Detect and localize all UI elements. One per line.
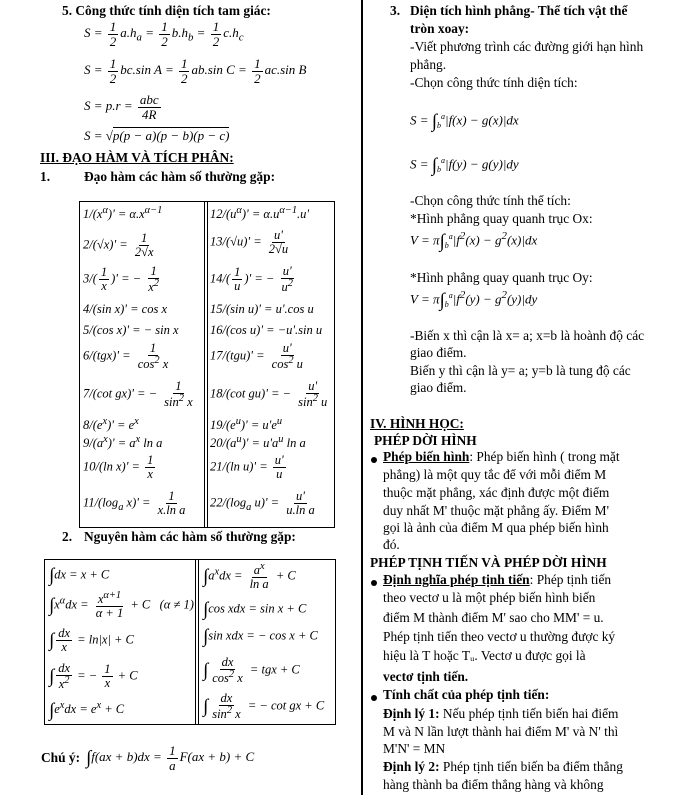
bullet-2-line-4: Phép tịnh tiến theo vectơ u thường được ký [383,629,616,644]
sub-2-heading: Nguyên hàm các hàm số thường gặp: [84,529,296,544]
area-formula-3: S = p.r = $\frac{\text{abc}}{4R}$ [84,92,159,122]
derivative-10: 10/(ln x)' = $\frac{1}{x}$ [83,453,154,482]
area-formula-2: S = $\frac{1}{2}$ bc.sin A = $\frac{1}{2}$ ab.sin C = $\frac{1}{2}$ ac.sin B [84,56,307,86]
derivative-12: $12/(u^\alpha)' = \alpha.u^{\alpha-1}.u'$ [210,205,310,222]
area-formula-1: S = $\frac{1}{2}$ $a.h_a$ = $\frac{1}{2}$ $b.h_b$ = $\frac{1}{2}$ $c.h_c$ [84,19,244,49]
derivative-7: 7/(cot gx)' = − $\frac{1}{\sin^2 x}$ [83,379,193,410]
theorem-2-line-2: hàng thành ba điểm thẳng hàng và không [383,777,604,792]
integral-6: $\int a^xdx$ = $\frac{a^x}{\text{ln a}}$ + C [203,561,296,592]
area-integral-x: $S = \int_b^a|f(x) - g(x)|dx$ [410,111,519,132]
derivative-9: $9/(a^x)' = a^x$ ln a [83,434,163,451]
section-4-heading: IV. HÌNH HỌC: [370,416,464,431]
bullet-3-label: Tính chất của phép tịnh tiến: [383,687,550,702]
integral-8: ∫sin xdx = − cos x + C [203,626,318,647]
paragraph-3: -Chọn công thức tính thể tích: [410,193,571,208]
paragraph-1: -Viết phương trình các đường giới hạn hình [410,39,644,54]
derivative-8: $8/(e^x)' = e^x$ [83,416,139,433]
note-label: Chú ý: [41,750,81,765]
derivative-15: 15/(sin u)' = u'.cos u [210,302,314,316]
bullet-1-line-1: Phép biến hình: Phép biến hình ( trong mặt [383,449,620,464]
sub-2-number: 2. [62,529,73,544]
derivative-17: 17/(tgu)' = $\frac{u'}{\cos^2 u}$ [210,341,303,372]
derivative-18: 18/(cot gu)' = − $\frac{u'}{\sin^2 u}$ [210,379,328,410]
derivative-13: 13/(√u)' = $\frac{u'}{2√u}$ [210,228,289,257]
derivative-5: 5/(cos x)' = − sin x [83,323,179,337]
integral-2: $\int x^\alpha dx$ = $\frac{x^{\alpha+1}}{\alpha + 1}$ + C (α ≠ 1) [49,590,194,621]
derivative-2: 2/(√x)' = $\frac{1}{2√x}$ [83,231,154,260]
volume-integral-x: $V = \pi\int_b^a|f^2(x) - g^2(x)|dx$ [410,230,538,252]
area-formula-4: S = √p(p − a)(p − b)(p − c) [84,128,230,143]
bullet-1-line-3: thuộc mặt phẳng, xác định được một điểm [383,485,610,500]
integral-4: ∫ $\frac{dx}{x^2}$ = − $\frac{1}{x}$ + C [49,661,138,692]
section-5-heading: 5. Công thức tính diện tích tam giác: [62,3,271,18]
note-formula: ∫f(ax + b)dx = $\frac{1}{a}$ F(ax + b) + C [86,743,255,773]
paragraph-1b: phẳng. [410,57,447,72]
bullet-1-line-5: gọi là ảnh của điểm M qua phép biến hình [383,520,609,535]
integral-9: ∫ $\frac{dx}{\cos^2 x}$ = tgx + C [203,655,300,686]
section-4-sub-2: PHÉP TỊNH TIẾN VÀ PHÉP DỜI HÌNH [370,555,607,570]
right-section-3-number: 3. [390,3,401,18]
bullet-3 [371,695,377,701]
integral-10: ∫ $\frac{dx}{\sin^2 x}$ = − cot gx + C [203,691,325,722]
derivative-19: $19/(e^u)' = u'e^u$ [210,416,283,433]
derivative-14: 14/( $\frac{1}{u}$ )' = − $\frac{u'}{u^2}$ [210,264,293,295]
derivative-21: 21/(ln u)' = $\frac{u'}{u}$ [210,453,284,482]
bullet-2-line-2: theo vectơ u là một phép biến hình biến [383,590,596,605]
theorem-1-line-2: M và N lần lượt thành hai điểm M' và N' thì [383,724,619,739]
bullet-2 [371,580,377,586]
paragraph-7b: giao điểm. [410,380,467,395]
column-divider [361,0,363,795]
bullet-2-line-6: vectơ tịnh tiến. [383,669,469,684]
integral-3: ∫ $\frac{dx}{x}$ = ln|x| + C [49,626,134,655]
derivative-20: $20/(a^u)' = u'a^u$ ln a [210,434,306,451]
derivative-22: $22/(\log_a$ u)' = $\frac{u'}{\text{u.ln a}}$ [210,489,315,518]
paragraph-7: Biến y thì cận là y= a; y=b là tung độ các [410,363,631,378]
derivative-11: $11/(\log_a$ x)' = $\frac{1}{\text{x.ln a}}$ [83,489,186,518]
area-integral-y: $S = \int_b^a|f(y) - g(y)|dy$ [410,155,519,176]
integral-1: ∫dx = x + C [49,565,110,586]
derivative-4: 4/(sin x)' = cos x [83,302,168,316]
bullet-1 [371,457,377,463]
sub-1-number: 1. [40,169,51,184]
integral-7: ∫cos xdx = sin x + C [203,599,307,620]
bullet-2-line-3: điểm M thành điểm M' sao cho MM' = u. [383,610,604,625]
right-section-3-title-1: Diện tích hình phẳng- Thể tích vật thể [410,3,628,18]
paragraph-4: *Hình phẳng quay quanh trục Ox: [410,211,593,226]
derivative-1: $1/(x^\alpha)' = \alpha.x^{\alpha-1}$ [83,205,163,222]
bullet-1-line-2: phẳng) là một quy tắc để với mỗi điểm M [383,467,607,482]
theorem-2-line-1: Định lý 2: Phép tịnh tiến biến ba điểm thẳng [383,759,623,774]
section-4-sub-1: PHÉP DỜI HÌNH [374,433,477,448]
derivative-16: 16/(cos u)' = −u'.sin u [210,323,323,337]
derivative-3: 3/( $\frac{1}{x}$ )' = − $\frac{1}{x^2}$ [83,264,159,295]
theorem-1-line-3: M'N' = MN [383,741,446,756]
derivative-6: 6/(tgx)' = $\frac{1}{\cos^2 x}$ [83,341,169,372]
paragraph-5: *Hình phẳng quay quanh trục Oy: [410,270,593,285]
paragraph-6: -Biến x thì cận là x= a; x=b là hoành độ các [410,328,645,343]
bullet-2-line-5: hiệu là T hoặc Tᵤ. Vectơ u được gọi là [383,648,586,663]
integral-5: $\int e^xdx = e^x + C$ [49,699,125,721]
paragraph-6b: giao điểm. [410,345,467,360]
bullet-2-line-1: Định nghĩa phép tịnh tiến: Phép tịnh tiến [383,572,612,587]
sub-1-heading: Đạo hàm các hàm số thường gặp: [84,169,276,184]
volume-integral-y: $V = \pi\int_b^a|f^2(y) - g^2(y)|dy$ [410,289,538,311]
section-3-heading: III. ĐẠO HÀM VÀ TÍCH PHÂN: [40,150,234,165]
paragraph-2: -Chọn công thức tính diện tích: [410,75,578,90]
bullet-1-line-4: duy nhất M' thuộc mặt phẳng ấy. Điểm M' [383,503,609,518]
bullet-1-line-6: đó. [383,537,400,552]
right-section-3-title-2: tròn xoay: [410,21,470,36]
theorem-1-line-1: Định lý 1: Nếu phép tịnh tiến biến hai điểm [383,706,619,721]
